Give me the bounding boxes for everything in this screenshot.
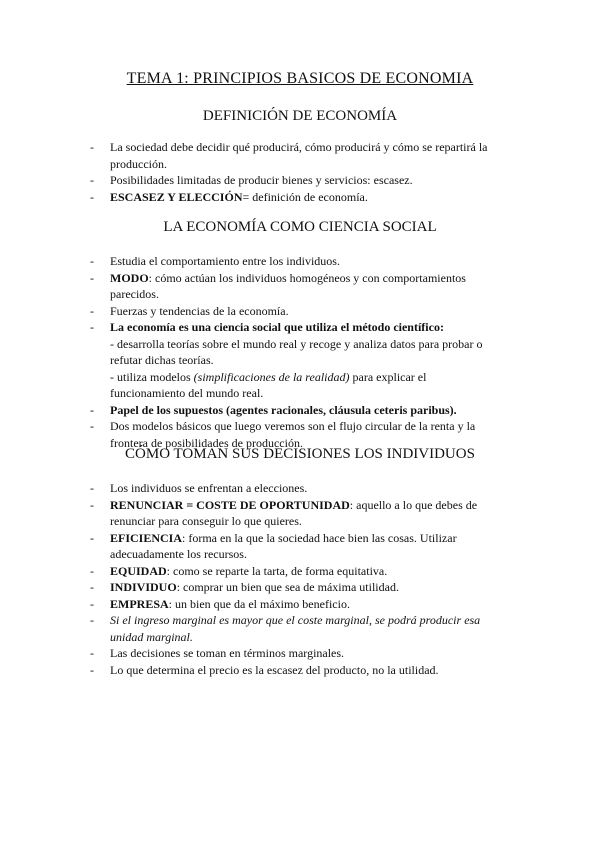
section-heading-decisiones: CÓMO TOMAN SUS DECISIONES LOS INDIVIDUOS xyxy=(125,446,475,462)
section-heading-definicion: DEFINICIÓN DE ECONOMÍA xyxy=(202,108,398,124)
list-item: - Estudia el comportamiento entre los individuos. xyxy=(90,254,340,268)
sub-item: - utiliza modelos (simplificaciones de la realidad) para explicar el funcionamiento del mundo real. xyxy=(110,369,427,400)
list-item: - Dos modelos básicos que luego veremos son el flujo circular de la renta y la frontera de posibilidades de producción. xyxy=(90,419,476,450)
list-item: - Si el ingreso marginal es mayor que el coste marginal, se podrá producir esa unidad marginal. xyxy=(90,613,481,644)
section-heading-ciencia-social: LA ECONOMÍA COMO CIENCIA SOCIAL xyxy=(163,219,437,235)
list-item: - ESCASEZ Y ELECCIÓN= definición de economía. xyxy=(90,189,368,204)
definicion-list xyxy=(0,139,600,205)
list-item: - RENUNCIAR = COSTE DE OPORTUNIDAD: aquello a lo que debes de renunciar para conseguir lo que quieres. xyxy=(90,497,478,528)
sub-item: - desarrolla teorías sobre el mundo real y recoge y analiza datos para probar o refutar dichas teorías. xyxy=(110,336,483,367)
list-item: - Lo que determina el precio es la escasez del producto, no la utilidad. xyxy=(90,662,439,677)
list-item: - INDIVIDUO: comprar un bien que sea de máxima utilidad. xyxy=(90,580,399,594)
list-item: - Papel de los supuestos (agentes racionales, cláusula ceteris paribus). xyxy=(90,402,457,417)
list-item: - Las decisiones se toman en términos marginales. xyxy=(90,646,345,660)
list-item: - Posibilidades limitadas de producir bienes y servicios: escasez. xyxy=(90,173,413,187)
list-item: - MODO: cómo actúan los individuos homogéneos y con comportamientos parecidos. xyxy=(90,270,466,301)
list-item: - La sociedad debe decidir qué producirá, cómo producirá y cómo se repartirá la producción. xyxy=(90,140,488,171)
ciencia-social-list xyxy=(0,253,600,451)
list-item: - Los individuos se enfrentan a elecciones. xyxy=(90,481,308,495)
list-item: - EMPRESA: un bien que da el máximo beneficio. xyxy=(90,596,350,611)
list-item: - EQUIDAD: como se reparte la tarta, de forma equitativa. xyxy=(90,563,388,578)
document-title: TEMA 1: PRINCIPIOS BASICOS DE ECONOMIA xyxy=(126,70,474,87)
list-item: - La economía es una ciencia social que utiliza el método científico: xyxy=(90,320,444,334)
list-item: - EFICIENCIA: forma en la que la sociedad hace bien las cosas. Utilizar adecuadamente los recursos. xyxy=(90,530,457,561)
list-item: - Fuerzas y tendencias de la economía. xyxy=(90,303,289,318)
decisiones-list xyxy=(0,480,600,678)
